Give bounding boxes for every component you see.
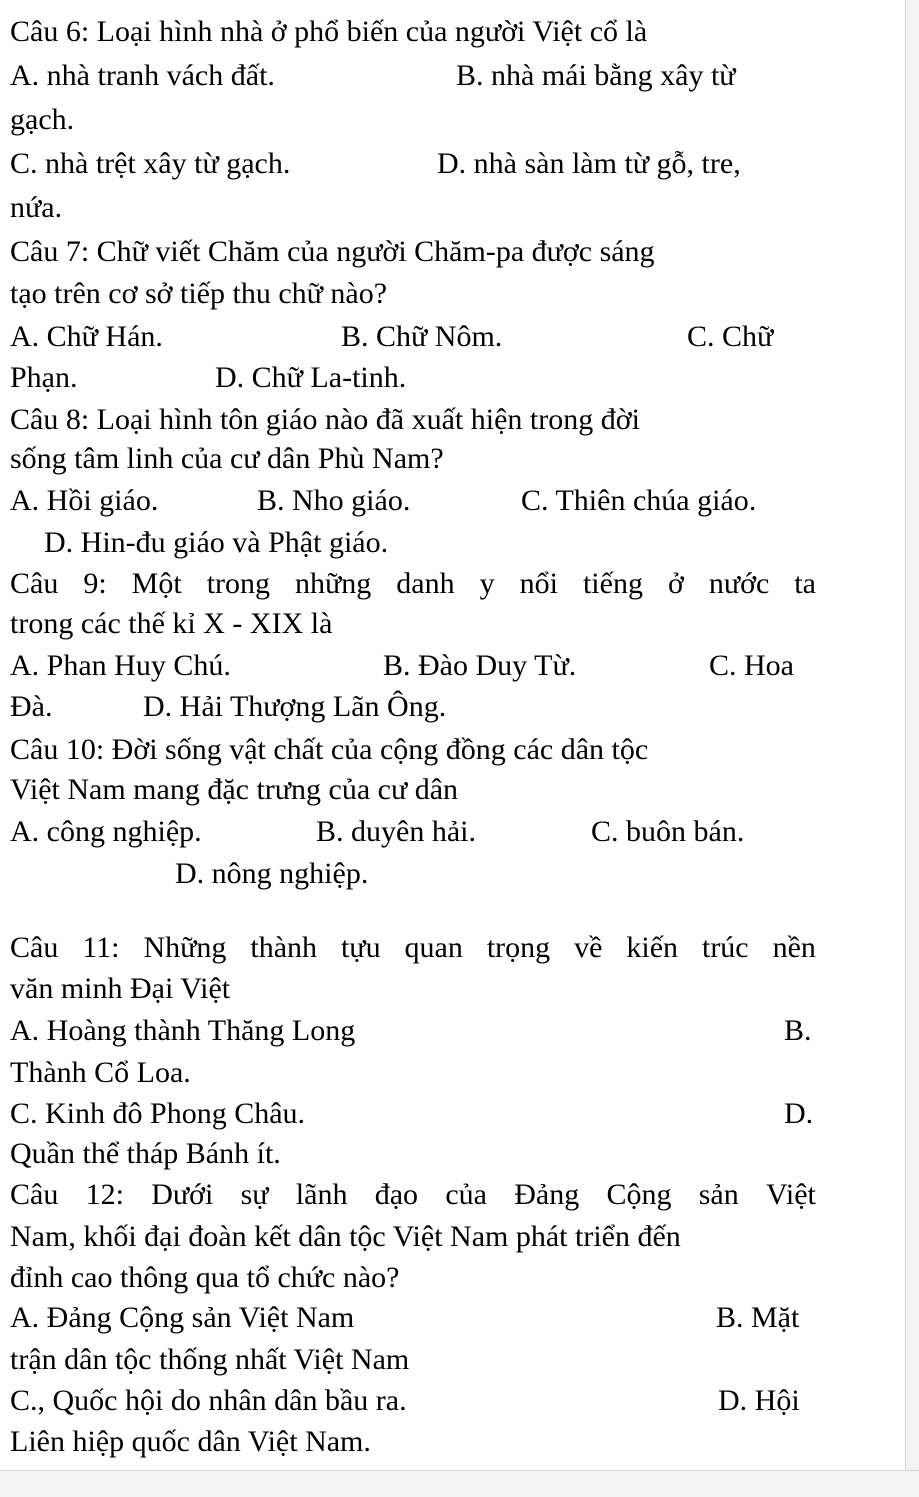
question-12-text-cont2: đỉnh cao thông qua tổ chức nào? [10,1261,400,1294]
q9-option-b: B. Đào Duy Từ. [383,649,577,682]
word: Đảng [514,1178,580,1211]
question-8-text: Câu 8: Loại hình tôn giáo nào đã xuất hiện trong đời [10,403,640,436]
q11-option-b: B. [784,1014,812,1047]
word: Câu [10,1178,59,1211]
word: kiến [626,931,679,964]
word: trong [206,567,271,600]
word: Cộng [606,1178,672,1211]
q10-option-b: B. duyên hải. [316,815,476,848]
q8-option-a: A. Hồi giáo. [10,484,159,517]
word: Dưới [151,1178,214,1211]
q6-option-d: D. nhà sàn làm từ gỗ, tre, [437,147,741,180]
horizontal-scrollbar[interactable] [0,1470,919,1497]
q6-option-b-cont: gạch. [10,103,75,136]
question-7-text: Câu 7: Chữ viết Chăm của người Chăm-pa được sáng [10,235,655,268]
q12-option-d-cont: Liên hiệp quốc dân Việt Nam. [10,1425,371,1458]
question-6-text: Câu 6: Loại hình nhà ở phổ biến của người Việt cổ là [10,15,648,48]
word: thành [250,931,318,964]
question-9-line [10,566,816,602]
q12-option-c: C., Quốc hội do nhân dân bầu ra. [10,1384,407,1417]
word: 12: [85,1178,124,1211]
q7-option-d: D. Chữ La-tinh. [215,361,407,394]
q11-option-a: A. Hoàng thành Thăng Long [10,1014,356,1047]
q9-option-a: A. Phan Huy Chú. [10,649,231,682]
word: danh [396,567,455,600]
q10-option-d: D. nông nghiệp. [175,857,369,890]
word: sản [698,1178,739,1211]
word: Những [143,931,227,964]
question-10-text-cont: Việt Nam mang đặc trưng của cư dân [10,773,459,806]
word: tựu [340,931,381,964]
q11-option-d-cont: Quần thể tháp Bánh ít. [10,1137,281,1170]
word: trúc [701,931,749,964]
q9-option-c: C. Hoa [709,649,794,682]
vertical-scrollbar[interactable] [905,0,919,1497]
word: Một [131,567,182,600]
question-9-text-cont: trong các thế kỉ X - XIX là [10,607,333,640]
word: ở [667,567,684,600]
q10-option-a: A. công nghiệp. [10,815,202,848]
q9-option-c-cont: Đà. [10,690,53,723]
word: nền [772,931,816,964]
q6-option-a: A. nhà tranh vách đất. [10,59,275,92]
word: y [479,567,495,600]
question-12-line [10,1177,816,1213]
word: quan [404,931,463,964]
q12-option-b-cont: trận dân tộc thống nhất Việt Nam [10,1343,410,1376]
q8-option-d: D. Hin-đu giáo và Phật giáo. [44,526,389,559]
word: những [295,567,372,600]
q6-option-c: C. nhà trệt xây từ gạch. [10,147,291,180]
word: nổi [519,567,558,600]
word: 11: [82,931,120,964]
q6-option-b: B. nhà mái bằng xây từ [456,59,736,92]
q6-option-d-cont: nứa. [10,191,63,224]
question-11-text-cont: văn minh Đại Việt [10,972,231,1005]
question-11-line [10,930,816,966]
word: trọng [486,931,551,964]
q7-option-c: C. Chữ [687,320,774,353]
q7-option-b: B. Chữ Nôm. [341,320,503,353]
q7-option-c-cont: Phạn. [10,361,78,394]
word: của [445,1178,487,1211]
word: sự [240,1178,269,1211]
q11-option-d: D. [784,1097,814,1130]
word: Câu [10,931,59,964]
word: Việt [766,1178,816,1211]
question-12-text-cont: Nam, khối đại đoàn kết dân tộc Việt Nam phát triển đến [10,1220,681,1253]
q9-option-d: D. Hải Thượng Lãn Ông. [143,690,447,723]
q12-option-d: D. Hội [718,1384,800,1417]
q8-option-b: B. Nho giáo. [257,484,411,517]
word: về [574,931,603,964]
question-7-text-cont: tạo trên cơ sở tiếp thu chữ nào? [10,277,388,310]
word: đạo [374,1178,419,1211]
q8-option-c: C. Thiên chúa giáo. [521,484,757,517]
question-8-text-cont: sống tâm linh của cư dân Phù Nam? [10,442,444,475]
q12-option-b: B. Mặt [716,1301,800,1334]
question-10-text: Câu 10: Đời sống vật chất của cộng đồng các dân tộc [10,733,649,766]
word: ta [794,567,816,600]
word: tiếng [582,567,643,600]
word: lãnh [295,1178,348,1211]
q11-option-c: C. Kinh đô Phong Châu. [10,1097,306,1130]
q11-option-b-cont: Thành Cổ Loa. [10,1056,191,1089]
word: 9: [83,567,107,600]
q7-option-a: A. Chữ Hán. [10,320,163,353]
q10-option-c: C. buôn bán. [591,815,745,848]
word: nước [708,567,770,600]
q12-option-a: A. Đảng Cộng sản Việt Nam [10,1301,355,1334]
word: Câu [10,567,59,600]
